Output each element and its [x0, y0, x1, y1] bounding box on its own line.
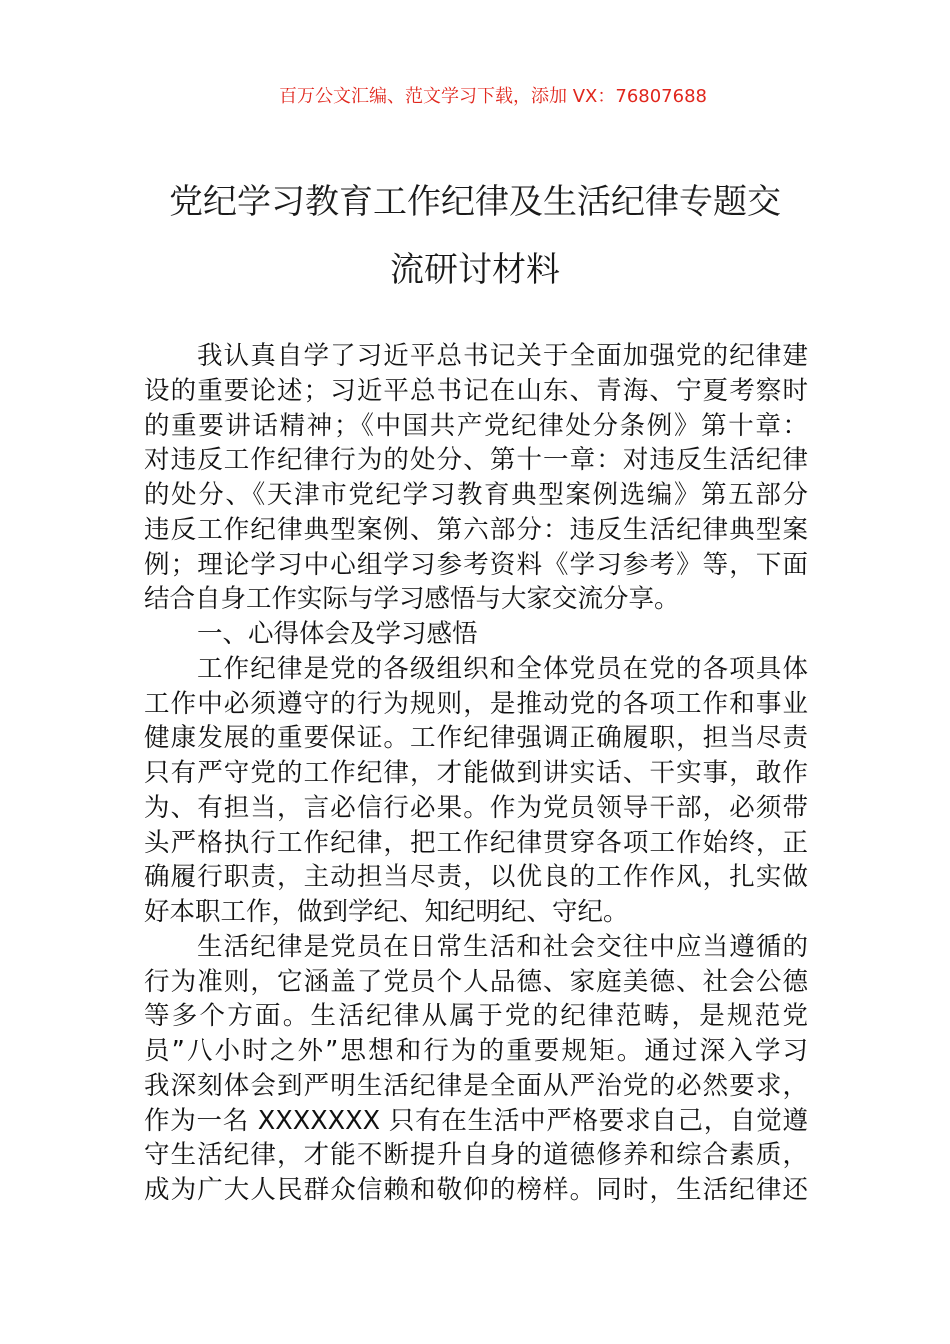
body-text-line: 为、有担当，言必信行必果。作为党员领导干部，必须带 [144, 792, 808, 823]
body-text-line: 作为一名 XXXXXXX 只有在生活中严格要求自己，自觉遵 [144, 1105, 808, 1136]
body-text-line: 好本职工作，做到学纪、知纪明纪、守纪。 [144, 897, 629, 927]
body-text-line: 健康发展的重要保证。工作纪律强调正确履职，担当尽责 [144, 723, 808, 754]
document-title-line-1: 党纪学习教育工作纪律及生活纪律专题交 [169, 182, 781, 222]
body-text-line: 我深刻体会到严明生活纪律是全面从严治党的必然要求， [144, 1070, 808, 1101]
body-text-line: 结合自身工作实际与学习感悟与大家交流分享。 [144, 584, 680, 615]
body-text-line: 设的重要论述；习近平总书记在山东、青海、宁夏考察时 [144, 375, 808, 406]
body-text-line: 确履行职责，主动担当尽责，以优良的工作作风，扎实做 [144, 862, 808, 893]
body-text-line: 行为准则，它涵盖了党员个人品德、家庭美德、社会公德 [144, 966, 808, 997]
body-text-line: 头严格执行工作纪律，把工作纪律贯穿各项工作始终，正 [144, 827, 808, 858]
body-text-line: 的处分、《天津市党纪学习教育典型案例选编》第五部分 [144, 480, 808, 510]
body-text-line: 员”八小时之外”思想和行为的重要规矩。通过深入学习 [144, 1036, 808, 1066]
body-text-line: 成为广大人民群众信赖和敬仰的榜样。同时，生活纪律还 [144, 1175, 808, 1205]
document-title-line-2: 流研讨材料 [390, 250, 560, 290]
body-text-line: 生活纪律是党员在日常生活和社会交往中应当遵循的 [197, 931, 808, 962]
body-text-line: 只有严守党的工作纪律，才能做到讲实话、干实事，敢作 [144, 758, 808, 788]
download-notice: 百万公文汇编、范文学习下载，添加 VX：76807688 [279, 86, 707, 107]
body-text-line: 工作纪律是党的各级组织和全体党员在党的各项具体 [197, 653, 808, 684]
body-text-line: 例；理论学习中心组学习参考资料《学习参考》等，下面 [144, 549, 808, 580]
document-body [144, 339, 808, 1208]
body-text-line: 对违反工作纪律行为的处分、第十一章：对违反生活纪律 [144, 445, 808, 476]
body-text-line: 的重要讲话精神；《中国共产党纪律处分条例》第十章： [144, 410, 808, 441]
body-text-line: 守生活纪律，才能不断提升自身的道德修养和综合素质， [144, 1140, 808, 1171]
body-text-line: 违反工作纪律典型案例、第六部分：违反生活纪律典型案 [144, 514, 808, 545]
body-text-line: 等多个方面。生活纪律从属于党的纪律范畴，是规范党 [144, 1001, 808, 1032]
body-text-line: 我认真自学了习近平总书记关于全面加强党的纪律建 [197, 341, 808, 371]
body-text-line: 一、心得体会及学习感悟 [197, 619, 478, 649]
body-text-line: 工作中必须遵守的行为规则，是推动党的各项工作和事业 [144, 688, 808, 719]
